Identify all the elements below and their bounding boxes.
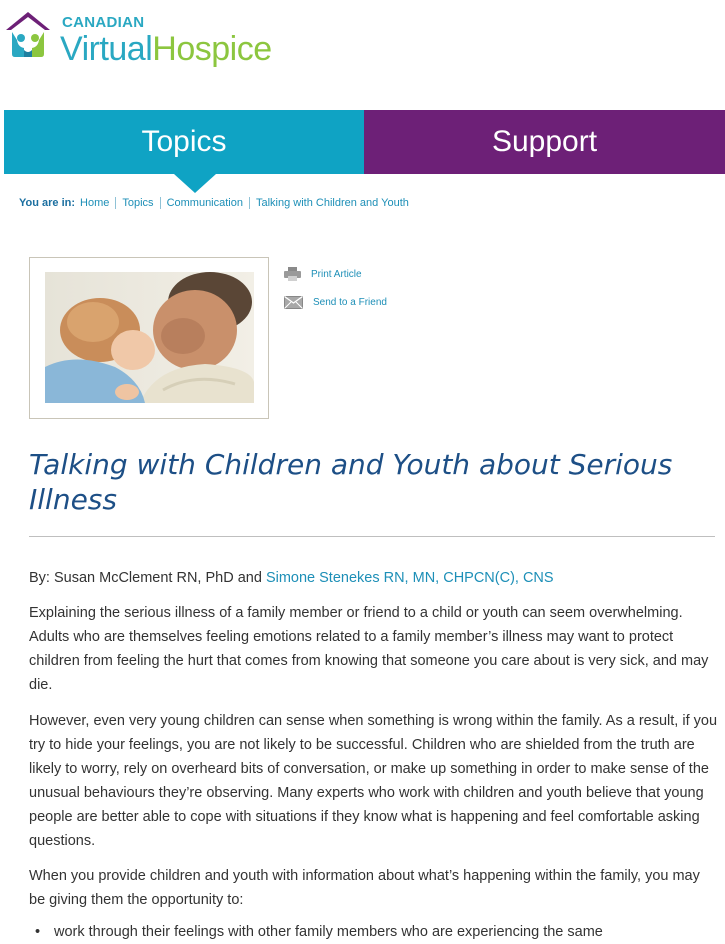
breadcrumb-current[interactable]: Talking with Children and Youth (249, 197, 415, 209)
tab-topics[interactable]: Topics (4, 110, 364, 174)
article-byline (29, 570, 554, 586)
main-nav (4, 110, 725, 174)
article-paragraph: Explaining the serious illness of a family member or friend to a child or youth can seem overwhelming. Adults who are themselves feeling emotions related to a family member’s illness may want to protect children from feeling the hurt that comes from knowing that someone you care about is very sick, and may die. (29, 605, 709, 693)
list-item (37, 920, 603, 944)
active-tab-indicator (174, 174, 216, 193)
print-article-link[interactable] (284, 267, 362, 281)
breadcrumb-topics[interactable]: Topics (115, 197, 159, 209)
tab-support[interactable]: Support (364, 110, 725, 174)
author-link[interactable]: Simone Stenekes RN, MN, CHPCN(C), CNS (265, 570, 554, 586)
breadcrumb-communication[interactable]: Communication (160, 197, 249, 209)
logo-hospice: Hospice (152, 30, 272, 68)
house-family-icon (4, 10, 52, 60)
article-photo-frame (29, 257, 269, 419)
site-logo[interactable] (4, 8, 334, 70)
logo-virtual: Virtual (60, 30, 153, 68)
list-item-text: work through their feelings with other family members who are experiencing the same (54, 924, 603, 940)
logo-wordmark (60, 30, 272, 69)
byline-prefix: By: Susan McClement RN, PhD and (29, 570, 266, 586)
article-photo (45, 272, 254, 403)
breadcrumb (19, 197, 415, 209)
breadcrumb-home[interactable]: Home (80, 197, 110, 209)
breadcrumb-label: You are in: (19, 197, 76, 209)
print-article-label: Print Article (311, 268, 362, 280)
printer-icon (284, 267, 301, 281)
send-to-friend-link[interactable] (284, 296, 387, 309)
article-paragraph: When you provide children and youth with information about what’s happening within the family, you may be giving them the opportunity to: (29, 868, 700, 908)
logo-small-text: CANADIAN (62, 14, 145, 31)
title-divider (29, 536, 715, 537)
send-to-friend-label: Send to a Friend (313, 297, 387, 308)
article-title: Talking with Children and Youth about Serious Illness (29, 448, 673, 516)
article-paragraph: However, even very young children can sense when something is wrong within the family. As a result, if you try to hide your feelings, you are not likely to be successful. Children who are shielded from the truth are likely to worry, rely on overheard bits of conversation, or make up something in order to make sense of the unusual behaviours they’re observing. Many experts who work with children and youth believe that young people are better able to cope with situations if they know what is happening and feel comfortable asking questions. (29, 713, 718, 849)
envelope-icon (284, 296, 303, 309)
